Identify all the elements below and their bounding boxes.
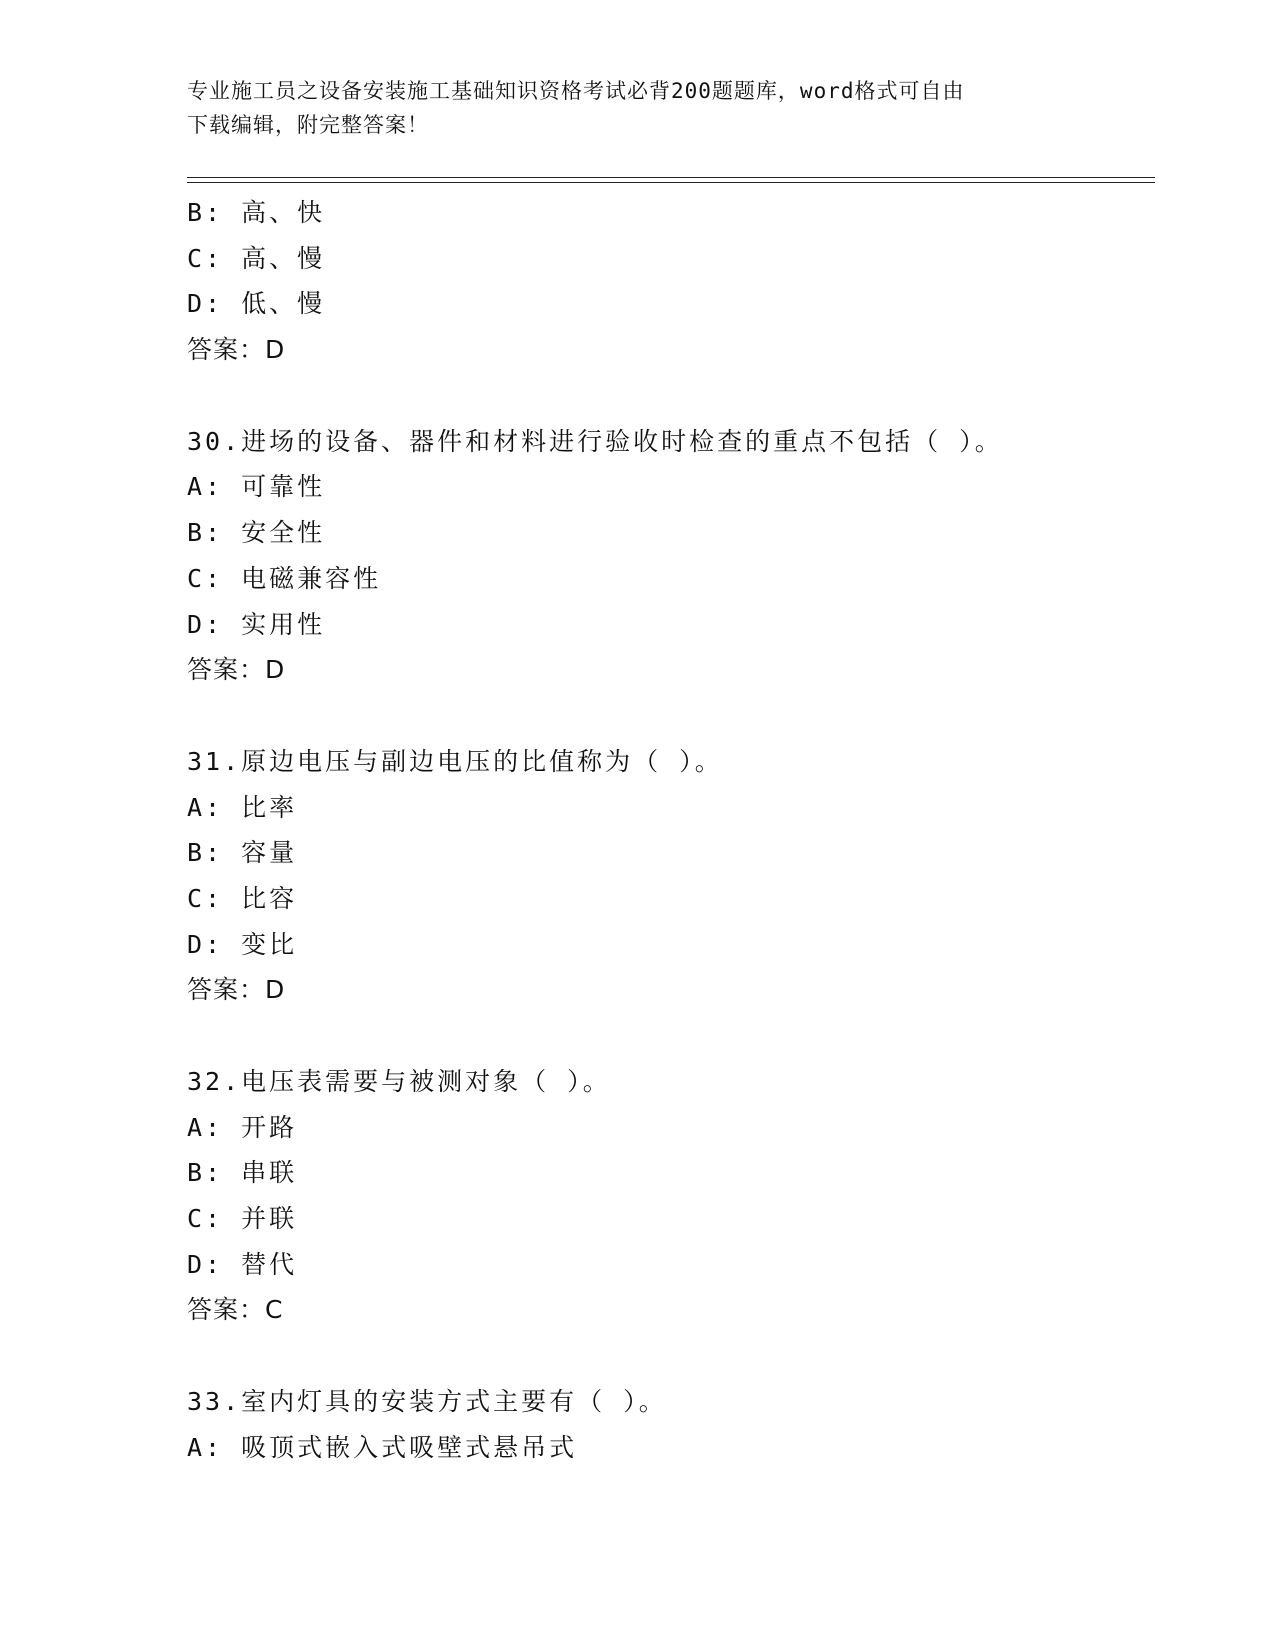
option-a: A: 比率	[187, 792, 298, 822]
header-divider-top	[187, 177, 1155, 178]
question-29-continued	[187, 190, 1147, 373]
question-33	[187, 1379, 1147, 1470]
option-c: C: 比容	[187, 883, 298, 913]
option-d: D: 低、慢	[187, 289, 326, 319]
option-a: A: 开路	[187, 1112, 298, 1142]
question-stem: 33.室内灯具的安装方式主要有（ ）。	[187, 1387, 667, 1417]
question-stem: 31.原边电压与副边电压的比值称为（ ）。	[187, 746, 723, 776]
question-stem: 32.电压表需要与被测对象（ ）。	[187, 1067, 611, 1096]
option-a: A: 可靠性	[187, 472, 326, 502]
option-b: B: 串联	[187, 1158, 298, 1188]
question-30	[187, 419, 1147, 693]
answer-line: 答案：C	[187, 1295, 284, 1325]
option-d: D: 变比	[187, 929, 298, 959]
document-header	[187, 74, 1087, 142]
option-b: B: 安全性	[187, 518, 326, 548]
question-31	[187, 739, 1147, 1013]
question-32	[187, 1059, 1147, 1333]
question-list	[187, 190, 1147, 1471]
answer-line: 答案：D	[187, 335, 286, 365]
answer-line: 答案：D	[187, 655, 286, 685]
option-b: B: 高、快	[187, 198, 326, 227]
answer-line: 答案：D	[187, 975, 286, 1005]
option-d: D: 替代	[187, 1249, 298, 1279]
header-line-2: 下载编辑，附完整答案！	[187, 113, 429, 137]
option-d: D: 实用性	[187, 609, 326, 639]
question-stem: 30.进场的设备、器件和材料进行验收时检查的重点不包括（ ）。	[187, 426, 1003, 456]
option-c: C: 高、慢	[187, 243, 326, 273]
header-line-1: 专业施工员之设备安装施工基础知识资格考试必背200题题库，word格式可自由	[187, 79, 965, 103]
option-b: B: 容量	[187, 838, 298, 868]
option-c: C: 并联	[187, 1204, 298, 1234]
option-c: C: 电磁兼容性	[187, 563, 382, 593]
header-divider-bottom	[187, 182, 1155, 183]
option-a: A: 吸顶式嵌入式吸壁式悬吊式	[187, 1432, 578, 1462]
